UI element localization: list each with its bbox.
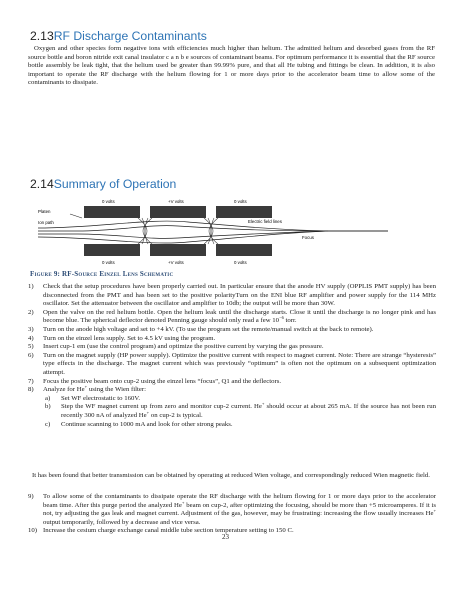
procedure-steps [28,283,436,429]
electrode-bottom-right [216,244,272,256]
volts-label: 0 volts [234,199,247,204]
list-item: 7) Focus the positive beam onto cup-2 using the einzel lens “focus”, Q1 and the deflectors. [28,377,282,385]
volts-label: 0 volts [102,199,115,204]
list-item: 4) Turn on the einzel lens supply. Set to 4.5 kV using the program. [28,334,216,342]
figure-caption: Figure 9: RF-Source Einzel Lens Schematic [30,270,174,278]
procedure-steps-continued [28,493,436,536]
page-number: 23 [222,533,229,541]
volts-label: 0 volts [102,260,115,265]
electrode-bottom-mid [150,244,206,256]
section-heading-rf-discharge [30,29,207,43]
contaminants-paragraph: Oxygen and other species form negative ions with efficiencies much higher than helium. The admitted helium and desorbed gases from the RF source bottle and boron nitride exit canal insulator c a n b e sources of contaminant beams. For optimum performance it is essential that the RF source bottle assembly be leak tight, that the helium used be greater than 99.99% pure, and that all He tubing and fittings be clean. In addition, it is also important to operate the RF discharge with the helium flowing for 1 or more days prior to the accelerator beam time to allow some of the contaminants to dissipate. [28,45,435,87]
list-item: 2) Open the valve on the red helium bottle. Open the helium leak until the discharge starts. Close it until the discharge is no longer pink and has become blue. The spherical deflector denoted Penning gauge should only read a few $10^{-6}$ torr. [28,308,436,325]
volts-label: +V volts [168,260,184,265]
electrode-top-right [216,206,272,218]
section-number: 2.14 [30,177,54,191]
list-item: 5) Insert cup-1 em (use the control program) and optimize the positive current by varying the gas pressure. [28,343,324,351]
platen-label: Platen [38,209,51,214]
electrode-bottom-left [84,244,140,256]
volts-label: +V volts [168,199,184,204]
volts-label: 0 volts [234,260,247,265]
focus-label: Focus [302,235,314,240]
list-item: b) Step the WF magnet current up from zero and monitor cup-2 current. He+ should occur at about 265 mA. If the source has not been run recently 300 nA of analyzed He+ on cup-2 is typical. [45,401,436,419]
list-item: 9) To allow some of the contaminants to dissipate operate the RF discharge with the helium flowing for 1 or more days prior to the accelerator beam time. After this purge period the analyzed He+ beam on cup-2, after optimizing the focusing, should be more than +5 microamperes. If it is not, try adjusting the gas leak and magnet current. Adjustment of the gas, however, may be frustrating: increasing the flow usually increases He+ output temporarily, followed by a decrease and vice versa. [28,493,436,526]
field-lines-label: Electric field lines [248,219,282,224]
sub-steps [43,395,436,429]
list-item: a) Set WF electrostatic to 160V. [45,394,141,402]
electrode-top-left [84,206,140,218]
list-item: 8) Analyze for He+ using the Wien filter: a) Set WF electrostatic to 160V. b) Step the WF magnet current up from zero and monitor cup-2 current. He+ should occur at about 265 mA. If the source has not been run recently 300 nA of analyzed He+ on cup-2 is typical. c) Continue scanning to 1000 mA and look for other strong peaks. [28,383,436,428]
section-number: 2.13 [30,29,54,43]
wien-note: It has been found that better transmission can be obtained by operating at reduced Wien voltage, and correspondingly reduced Wien magnetic field. [32,472,430,479]
list-item: c) Continue scanning to 1000 mA and look for other strong peaks. [45,420,233,428]
section-title: RF Discharge Contaminants [53,29,207,43]
ion-path-label: Ion path [38,220,54,225]
field-lines [138,218,218,244]
list-item: 10) Increase the cesium charge exchange canal middle tube section temperature setting to 150 C. [28,527,294,535]
list-item: 3) Turn on the anode high voltage and set to +4 kV. (To use the program set the remote/manual switch at the back to remote). [28,325,374,333]
einzel-lens-schematic [38,196,434,266]
list-item: 6) Turn on the magnet supply (HP power supply). Optimize the positive current with respect to magnet current. Note: There are strange “hysteresis” type effects in the discharge. The magnet current which was previously “optimum” is often not the optimum on a subsequent optimization attempt. [28,351,436,376]
list-item: 1) Check that the setup procedures have been properly carried out. In particular ensure that the anode HV supply (OPPLIS PMT supply) has been disconnected from the PMT and has been set to the positive polarityTurn on the ENI blue RF amplifier and power supply for the 114 MHz oscillator. Set the attenuator between the oscillator and amplifier to 10db; the output will be more than 30W. [28,283,436,308]
section-heading-summary [30,177,176,191]
section-title: Summary of Operation [53,177,177,191]
electrode-top-mid [150,206,206,218]
